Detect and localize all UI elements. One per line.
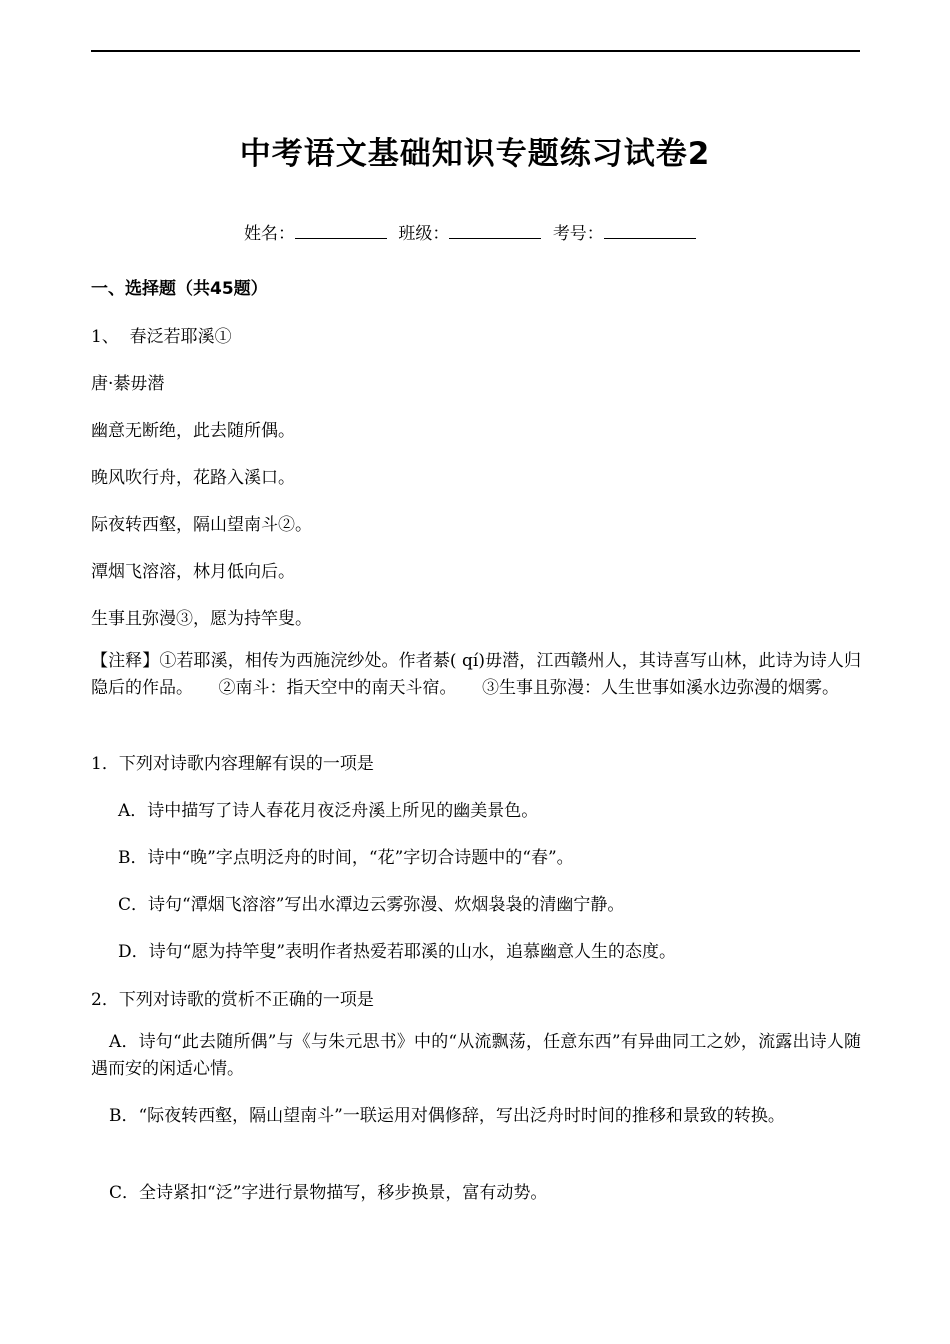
number-blank[interactable]	[604, 224, 696, 239]
poem-line: 生事且弥漫③，愿为持竿叟。	[91, 609, 312, 629]
poem-line: 潭烟飞溶溶，林月低向后。	[91, 562, 295, 582]
answer-option[interactable]: B．“际夜转西壑，隔山望南斗”一联运用对偶修辞，写出泛舟时时间的推移和景致的转换。	[109, 1106, 785, 1126]
answer-option[interactable]: D．诗句“愿为持竿叟”表明作者热爱若耶溪的山水，追慕幽意人生的态度。	[118, 942, 677, 962]
poem-author: 唐·綦毋潜	[91, 374, 165, 394]
name-label: 姓名：	[244, 224, 295, 244]
document-title: 中考语文基础知识专题练习试卷2	[239, 136, 711, 172]
section-heading: 一、选择题（共45题）	[91, 279, 268, 299]
answer-option[interactable]: A．诗句“此去随所偶”与《与朱元思书》中的“从流飘荡，任意东西”有异曲同工之妙，流露出诗人随遇而安的闲适心情。	[91, 1032, 861, 1079]
question-stem: 1．下列对诗歌内容理解有误的一项是	[91, 754, 374, 774]
answer-option[interactable]: C．诗句“潭烟飞溶溶”写出水潭边云雾弥漫、炊烟袅袅的清幽宁静。	[118, 895, 625, 915]
item-number: 1、	[91, 327, 119, 347]
passage-heading	[91, 322, 232, 347]
class-label: 班级：	[398, 224, 450, 244]
poem-line: 际夜转西壑，隔山望南斗②。	[91, 515, 312, 535]
header-rule	[91, 50, 860, 52]
answer-option[interactable]: B．诗中“晚”字点明泛舟的时间，“花”字切合诗题中的“春”。	[118, 848, 574, 868]
number-label: 考号：	[552, 224, 604, 244]
poem-line: 晚风吹行舟，花路入溪口。	[91, 468, 295, 488]
answer-option[interactable]: C．全诗紧扣“泛”字进行景物描写，移步换景，富有动势。	[109, 1183, 548, 1203]
class-blank[interactable]	[449, 224, 541, 239]
poem-annotation: 【注释】①若耶溪，相传为西施浣纱处。作者綦( qí)毋潜，江西赣州人，其诗喜写山林，此诗为诗人归隐后的作品。 ②南斗：指天空中的南天斗宿。 ③生事且弥漫：人生世事如溪水边弥漫的烟雾。	[91, 651, 861, 698]
poem-title: 春泛若耶溪①	[129, 327, 232, 347]
student-info-row	[244, 219, 702, 244]
name-blank[interactable]	[295, 224, 387, 239]
answer-option[interactable]: A．诗中描写了诗人春花月夜泛舟溪上所见的幽美景色。	[118, 801, 539, 821]
poem-line: 幽意无断绝，此去随所偶。	[91, 421, 295, 441]
question-stem: 2．下列对诗歌的赏析不正确的一项是	[91, 990, 374, 1010]
